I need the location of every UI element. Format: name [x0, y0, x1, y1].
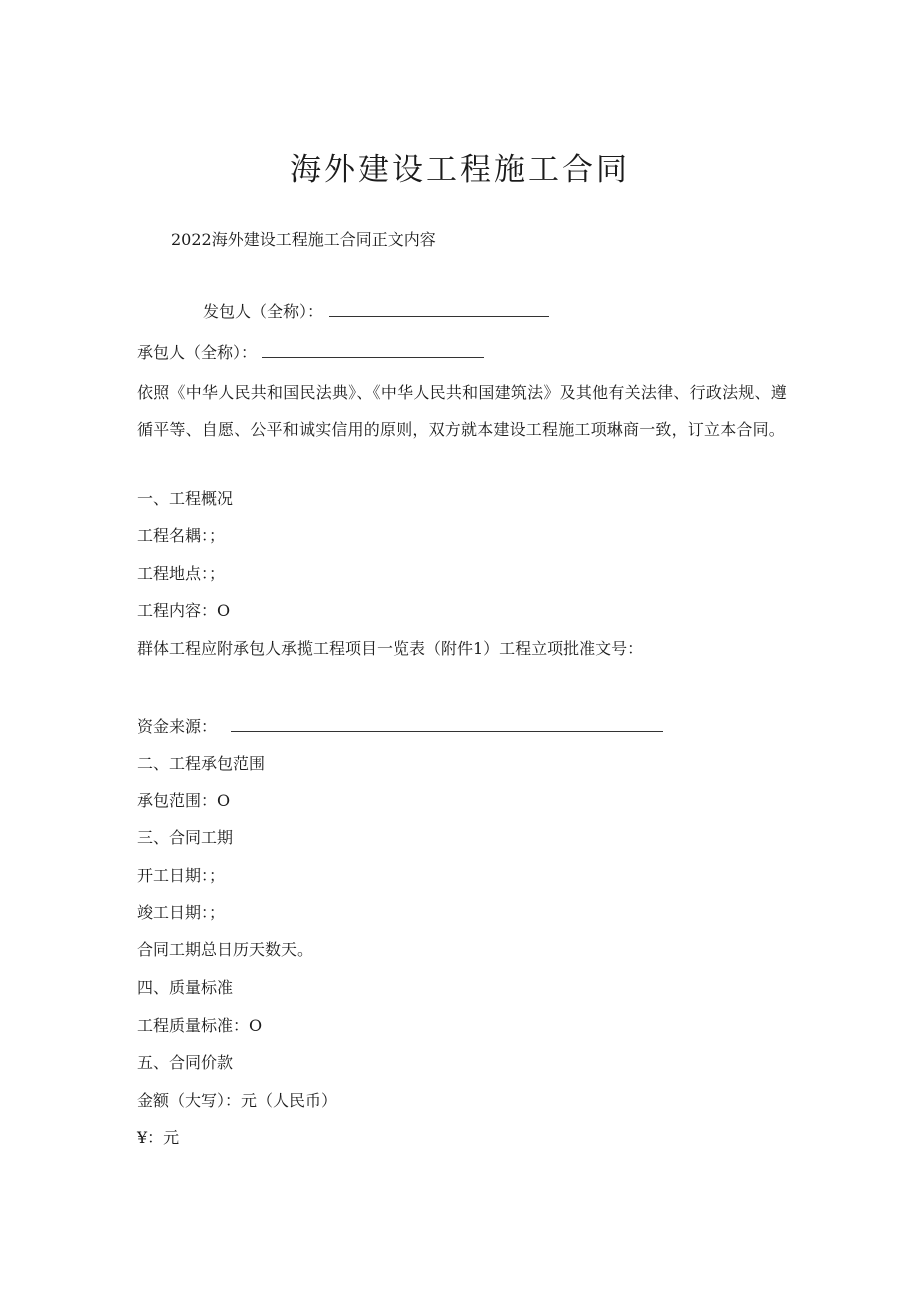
- section4-heading: 四、质量标准: [137, 978, 234, 997]
- project-location-line: 工程地点：；: [137, 564, 226, 583]
- document-subtitle: 2022海外建设工程施工合同正文内容: [171, 230, 436, 249]
- start-date-line: 开工日期：；: [137, 866, 226, 885]
- party-b-label: 承包人（全称）：: [137, 343, 258, 362]
- document-title: 海外建设工程施工合同: [290, 152, 630, 188]
- funding-source-blank: [231, 715, 663, 732]
- amount-figures-line: ¥：元: [137, 1128, 180, 1147]
- party-a-line: [203, 300, 549, 323]
- section5-heading: 五、合同价款: [137, 1053, 234, 1072]
- party-b-line: [137, 341, 484, 364]
- party-a-label: 发包人（全称）：: [203, 302, 324, 321]
- preamble-paragraph: 依照《中华人民共和国民法典》、《中华人民共和国建筑法》及其他有关法律、行政法规、遵循平等、自愿、公平和诚实信用的原则，双方就本建设工程施工项琳商一致，订立本合同。: [137, 383, 787, 439]
- funding-source-line: [137, 715, 663, 738]
- party-a-blank: [329, 300, 549, 317]
- completion-date-line: 竣工日期：；: [137, 903, 226, 922]
- project-name-line: 工程名耦：；: [137, 526, 226, 545]
- party-b-blank: [262, 341, 484, 358]
- group-project-line: 群体工程应附承包人承揽工程项目一览表（附件1）工程立项批准文号：: [137, 639, 644, 658]
- funding-source-label: 资金来源：: [137, 717, 218, 736]
- amount-words-line: 金额（大写）：元（人民币）: [137, 1091, 338, 1110]
- project-content-line: 工程内容：O: [137, 601, 231, 620]
- quality-standard-line: 工程质量标准：O: [137, 1016, 263, 1035]
- total-duration-line: 合同工期总日历天数天。: [137, 940, 314, 959]
- section3-heading: 三、合同工期: [137, 828, 234, 847]
- section2-heading: 二、工程承包范围: [137, 754, 266, 773]
- section1-heading: 一、工程概况: [137, 489, 234, 508]
- contract-scope-line: 承包范围：O: [137, 791, 231, 810]
